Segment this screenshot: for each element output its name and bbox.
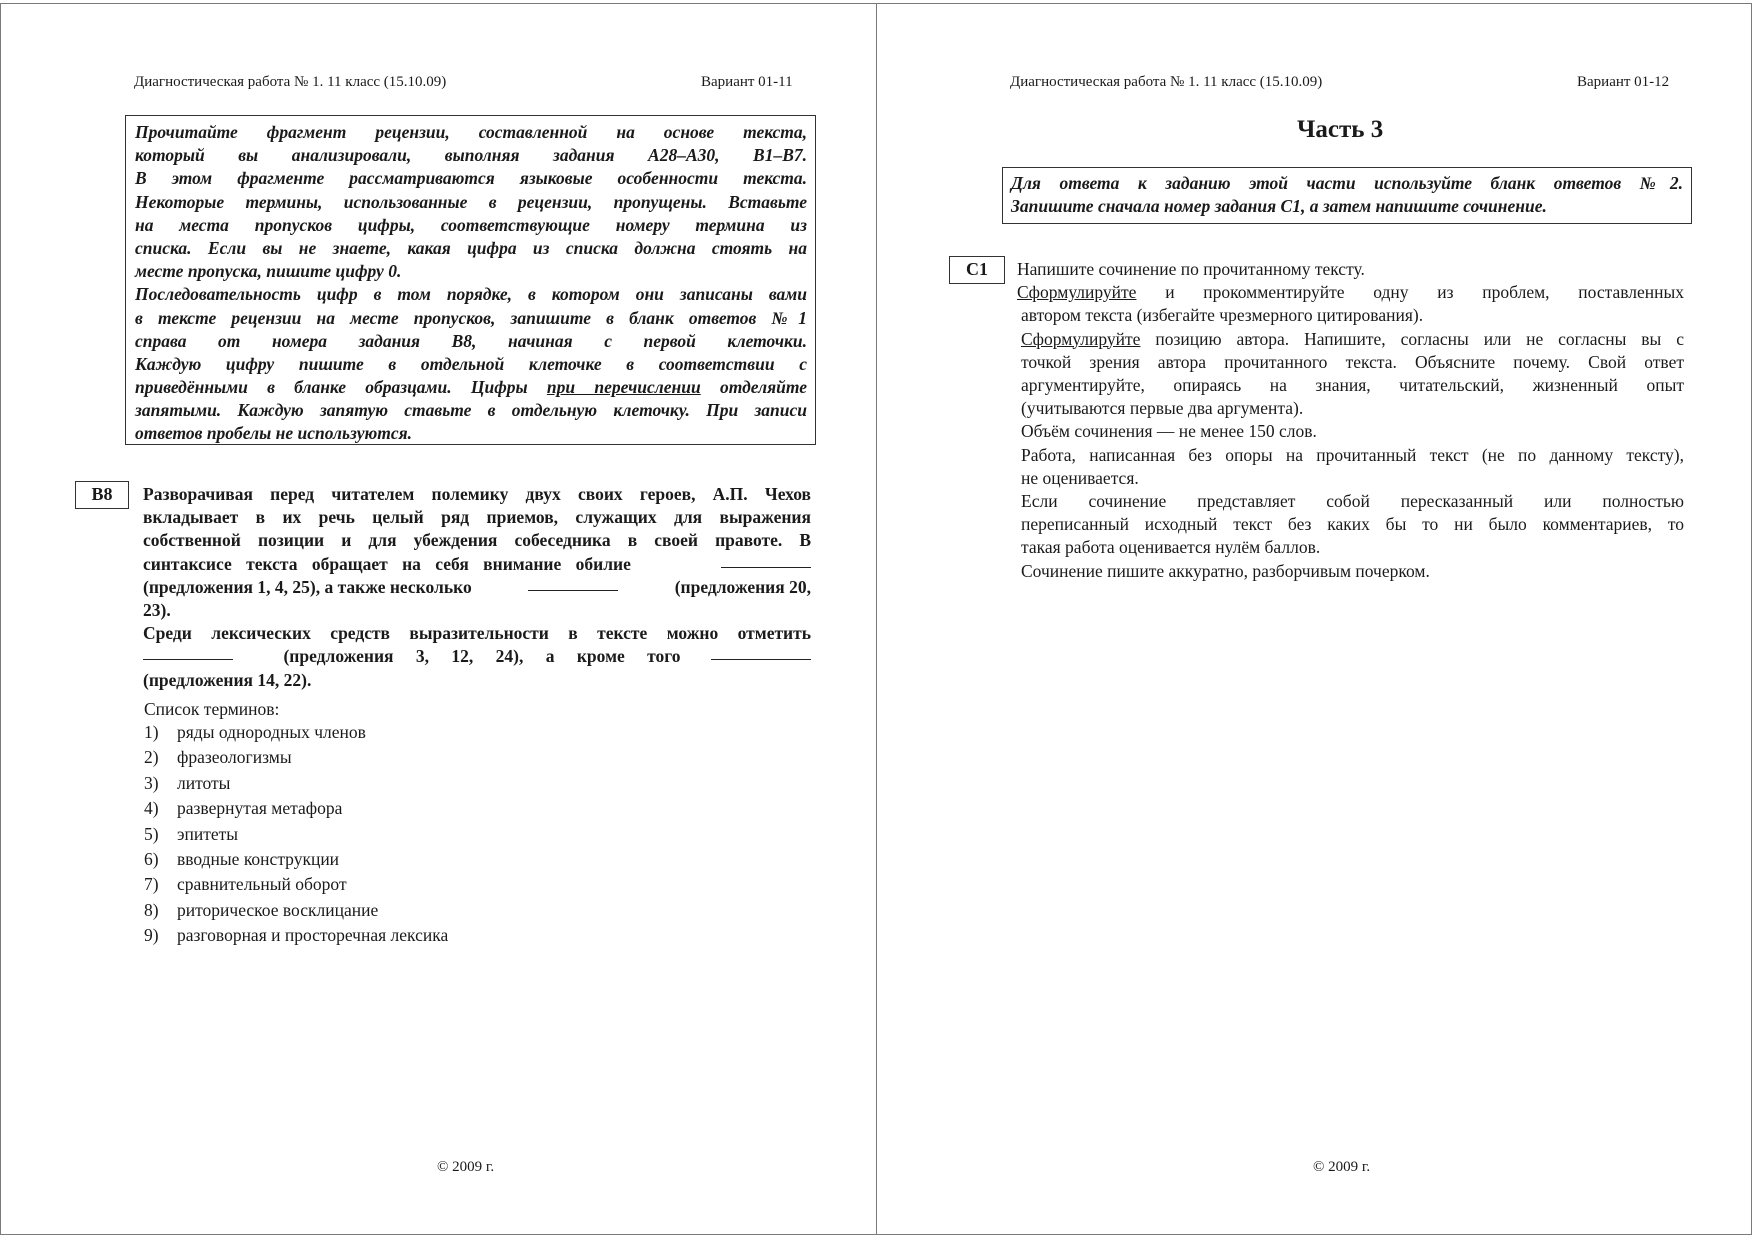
task-label-b8: В8 — [75, 481, 129, 509]
instruction-line: списка. Если вы не знаете, какая цифра из списка должна стоять на — [135, 238, 807, 259]
page-right — [876, 3, 1752, 1235]
term-number: 2) — [144, 747, 159, 768]
term-text: развернутая метафора — [177, 798, 343, 819]
answer-blank — [711, 645, 811, 660]
instruction-line: приведёнными в бланке образцами. Цифры при перечислении отделяйте — [135, 377, 808, 397]
answer-blank — [143, 645, 233, 660]
task-label-c1: С1 — [949, 256, 1005, 284]
term-item — [144, 796, 448, 821]
instruction-line: который вы анализировали, выполняя задания А28–А30, В1–В7. — [135, 145, 807, 166]
term-text: разговорная и просторечная лексика — [177, 925, 449, 946]
instruction-line: на места пропусков цифры, соответствующие номеру термина из — [135, 214, 807, 235]
answer-blank — [528, 576, 618, 591]
instruction-line: в тексте рецензии на месте пропусков, запишите в бланк ответов №1 — [135, 307, 807, 328]
term-item — [144, 745, 448, 770]
term-number: 8) — [144, 899, 159, 920]
instruction-text: Для ответа к заданию этой части используйте бланк ответов №2. Запишите сначала номер задания С1, а затем напишите сочинение. — [1011, 173, 1683, 217]
footer: © 2009 г. — [437, 1159, 495, 1175]
review-text: Разворачивая перед читателем полемику двух своих героев, А.П. Чехов вкладывает в их речь целый ряд приемов, служащих для выражения собственной позиции и для убеждения собеседника в своей правоте. В синтаксисе текста обращает на себя внимание обилие (предложения 1, 4, 25), а также несколько (предложения 20, 23). Среди лексических средств выразительности в тексте можно отметить (предложения 3, 12, 24), а кроме того (предложения 14, 22). — [143, 484, 811, 690]
c1-text: Напишите сочинение по прочитанному тексту. Сформулируйте и прокомментируйте одну из проблем, поставленных автором текста (избегайте чрезмерного цитирования). Сформулируйте позицию автора. Напишите, согласны или не согласны вы с точкой зрения автора прочитанного текста. Объясните почему. Свой ответ аргументируйте, опираясь на знания, читательский, жизненный опыт (учитываются первые два аргумента). Объём сочинения — не менее 150 слов. Работа, написанная без опоры на прочитанный текст (не по данному тексту), не оценивается. Если сочинение представляет собой пересказанный или полностью переписанный исходный текст без каких бы то ни было комментариев, то такая работа оценивается нулём баллов. Сочинение пишите аккуратно, разборчивым почерком. — [1017, 259, 1685, 581]
term-number: 3) — [144, 772, 159, 793]
header-variant: Вариант 01-11 — [701, 74, 793, 90]
header-variant: Вариант 01-12 — [1577, 74, 1670, 90]
term-number: 5) — [144, 823, 159, 844]
term-number: 1) — [144, 722, 159, 742]
part-title: Часть 3 — [1297, 116, 1384, 143]
term-item — [144, 771, 448, 796]
term-text: сравнительный оборот — [177, 874, 347, 895]
term-item — [144, 898, 448, 923]
term-item — [144, 872, 448, 897]
term-item — [144, 847, 448, 872]
instruction-line: В этом фрагменте рассматриваются языковые особенности текста. — [135, 168, 807, 189]
instruction-line: Прочитайте фрагмент рецензии, составленной на основе текста, — [135, 122, 807, 142]
instruction-line: Последовательность цифр в том порядке, в котором они записаны вами — [135, 284, 807, 305]
instruction-line: Каждую цифру пишите в отдельной клеточке в соответствии с — [135, 354, 807, 375]
term-number: 4) — [144, 798, 159, 819]
term-text: фразеологизмы — [177, 747, 292, 768]
term-item — [144, 923, 448, 948]
term-text: ряды однородных членов — [177, 722, 366, 742]
instruction-line: Некоторые термины, использованные в рецензии, пропущены. Вставьте — [135, 191, 807, 212]
instruction-text — [135, 121, 807, 376]
term-text: риторическое восклицание — [177, 899, 379, 920]
terms-list — [144, 720, 448, 949]
term-item — [144, 822, 448, 847]
page-left — [0, 3, 877, 1235]
instruction-line: месте пропуска, пишите цифру 0. — [135, 261, 402, 282]
term-text: литоты — [177, 772, 231, 793]
answer-blank — [721, 553, 811, 568]
term-number: 7) — [144, 874, 159, 895]
term-item — [144, 720, 448, 745]
header-title: Диагностическая работа № 1. 11 класс (15.10.09) — [134, 74, 447, 90]
header-title: Диагностическая работа № 1. 11 класс (15.10.09) — [1010, 74, 1323, 90]
instruction-line: справа от номера задания В8, начиная с первой клеточки. — [135, 330, 807, 351]
instruction-line: запятыми. Каждую запятую ставьте в отдельную клеточку. При записи — [135, 400, 807, 421]
term-number: 6) — [144, 848, 159, 869]
term-text: эпитеты — [177, 823, 239, 844]
terms-heading: Список терминов: — [144, 699, 280, 719]
term-text: вводные конструкции — [177, 848, 340, 869]
footer: © 2009 г. — [1313, 1159, 1371, 1175]
instruction-line: ответов пробелы не используются. — [135, 423, 413, 444]
term-number: 9) — [144, 925, 159, 946]
